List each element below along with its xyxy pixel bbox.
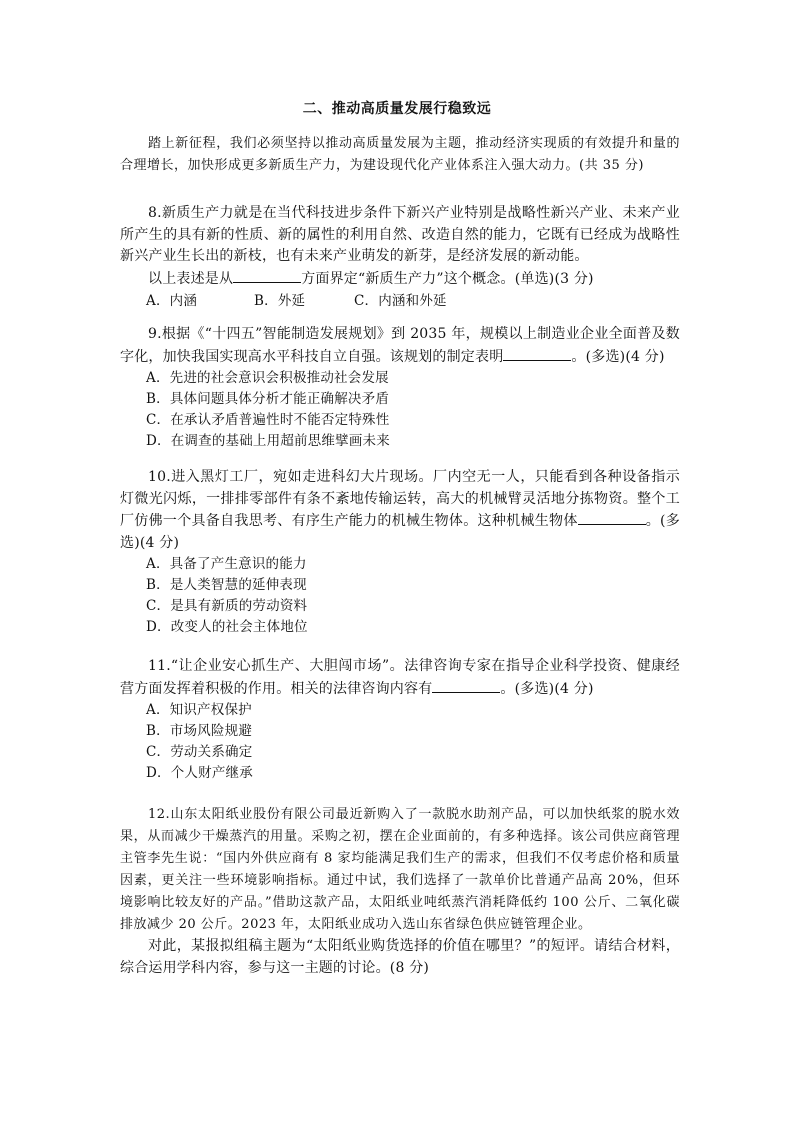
section-title: 二、推动高质量发展行稳致远	[302, 101, 492, 117]
option-c: C．是具有新质的劳动资料	[146, 598, 308, 614]
question-12	[120, 804, 680, 979]
question-12-task: 对此，某报拟组稿主题为“太阳纸业购货选择的价值在哪里？”的短评。请结合材料，综合运用学科内容，参与这一主题的讨论。(8 分)	[120, 938, 680, 976]
question-9-stem-suffix: 。(多选)(4 分)	[571, 348, 665, 365]
option-b: B．具体问题具体分析才能正确解决矛盾	[146, 391, 390, 407]
option-b: B．外延	[254, 293, 306, 309]
question-10-stem	[120, 467, 680, 554]
question-8-ask-pre: 以上表述是从	[148, 270, 234, 287]
option-a: A．知识产权保护	[146, 702, 252, 718]
question-11-stem	[120, 656, 680, 700]
question-9-stem-text: 9.根据《“十四五”智能制造发展规划》到 2035 年，规模以上制造业企业全面普及数字化，加快我国实现高水平科技自立自强。该规划的制定表明	[120, 326, 680, 365]
question-10-stem-suffix: 。(多选)(4 分)	[120, 513, 681, 551]
option-b: B．是人类智慧的延伸表现	[146, 577, 307, 593]
answer-blank	[233, 268, 301, 283]
option-b: B．市场风险规避	[146, 723, 253, 739]
answer-blank	[578, 510, 646, 525]
question-8-ask	[120, 268, 680, 291]
question-11	[120, 656, 680, 784]
option-c: C．内涵和外延	[354, 293, 447, 309]
question-11-stem-suffix: 。(多选)(4 分)	[500, 680, 594, 697]
option-d: D．在调查的基础上用超前思维擘画未来	[146, 433, 390, 449]
section-intro: 踏上新征程，我们必须坚持以推动高质量发展为主题，推动经济实现质的有效提升和量的合理增长，加快形成更多新质生产力，为建设现代化产业体系注入强大动力。(共 35 分)	[120, 136, 680, 173]
answer-blank	[503, 346, 571, 361]
question-8	[120, 203, 680, 312]
question-9	[120, 324, 680, 452]
option-d: D．个人财产继承	[146, 765, 253, 781]
question-8-options	[120, 290, 680, 312]
question-10	[120, 467, 680, 638]
answer-blank	[432, 678, 500, 693]
question-10-stem-text: 10.进入黑灯工厂，宛如走进科幻大片现场。厂内空无一人，只能看到各种设备指示灯微光闪烁，一排排零部件有条不紊地传输运转，高大的机械臂灵活地分拣物资。整个工厂仿佛一个具备自我思考、有序生产能力的机械生物体。这种机械生物体	[120, 469, 680, 529]
question-8-ask-post: 方面界定“新质生产力”这个概念。(单选)(3 分)	[301, 270, 594, 287]
option-d: D．改变人的社会主体地位	[146, 619, 308, 635]
question-8-stem: 8.新质生产力就是在当代科技进步条件下新兴产业特别是战略性新兴产业、未来产业所产生的具有新的性质、新的属性的利用自然、改造自然的能力，它既有已经成为战略性新兴产业生长出的新枝，也有未来产业萌发的新芽，是经济发展的新动能。	[120, 205, 680, 264]
option-a: A．内涵	[146, 293, 198, 309]
option-c: C．劳动关系确定	[146, 744, 253, 760]
option-a: A．先进的社会意识会积极推动社会发展	[146, 370, 389, 386]
option-a: A．具备了产生意识的能力	[146, 556, 307, 572]
question-12-material: 12.山东太阳纸业股份有限公司最近新购入了一款脱水助剂产品，可以加快纸浆的脱水效果，从而减少干燥蒸汽的用量。采购之初，摆在企业面前的，有多种选择。该公司供应商管理主管李先生说：“国内外供应商有 8 家均能满足我们生产的需求，但我们不仅考虑价格和质量因素，更关注一些环境影响指标。通过中试，我们选择了一款单价比普通产品高 20%，但环境影响比较友好的产品。”借助这款产品，太阳纸业吨纸蒸汽消耗降低约 100 公斤、二氧化碳排放减少 20 公斤。2023 年，太阳纸业成功入选山东省绿色供应链管理企业。	[120, 807, 680, 932]
question-9-stem	[120, 324, 680, 368]
question-11-stem-text: 11.“让企业安心抓生产、大胆闯市场”。法律咨询专家在指导企业科学投资、健康经营方面发挥着积极的作用。相关的法律咨询内容有	[120, 658, 680, 697]
option-c: C．在承认矛盾普遍性时不能否定特殊性	[146, 412, 390, 428]
